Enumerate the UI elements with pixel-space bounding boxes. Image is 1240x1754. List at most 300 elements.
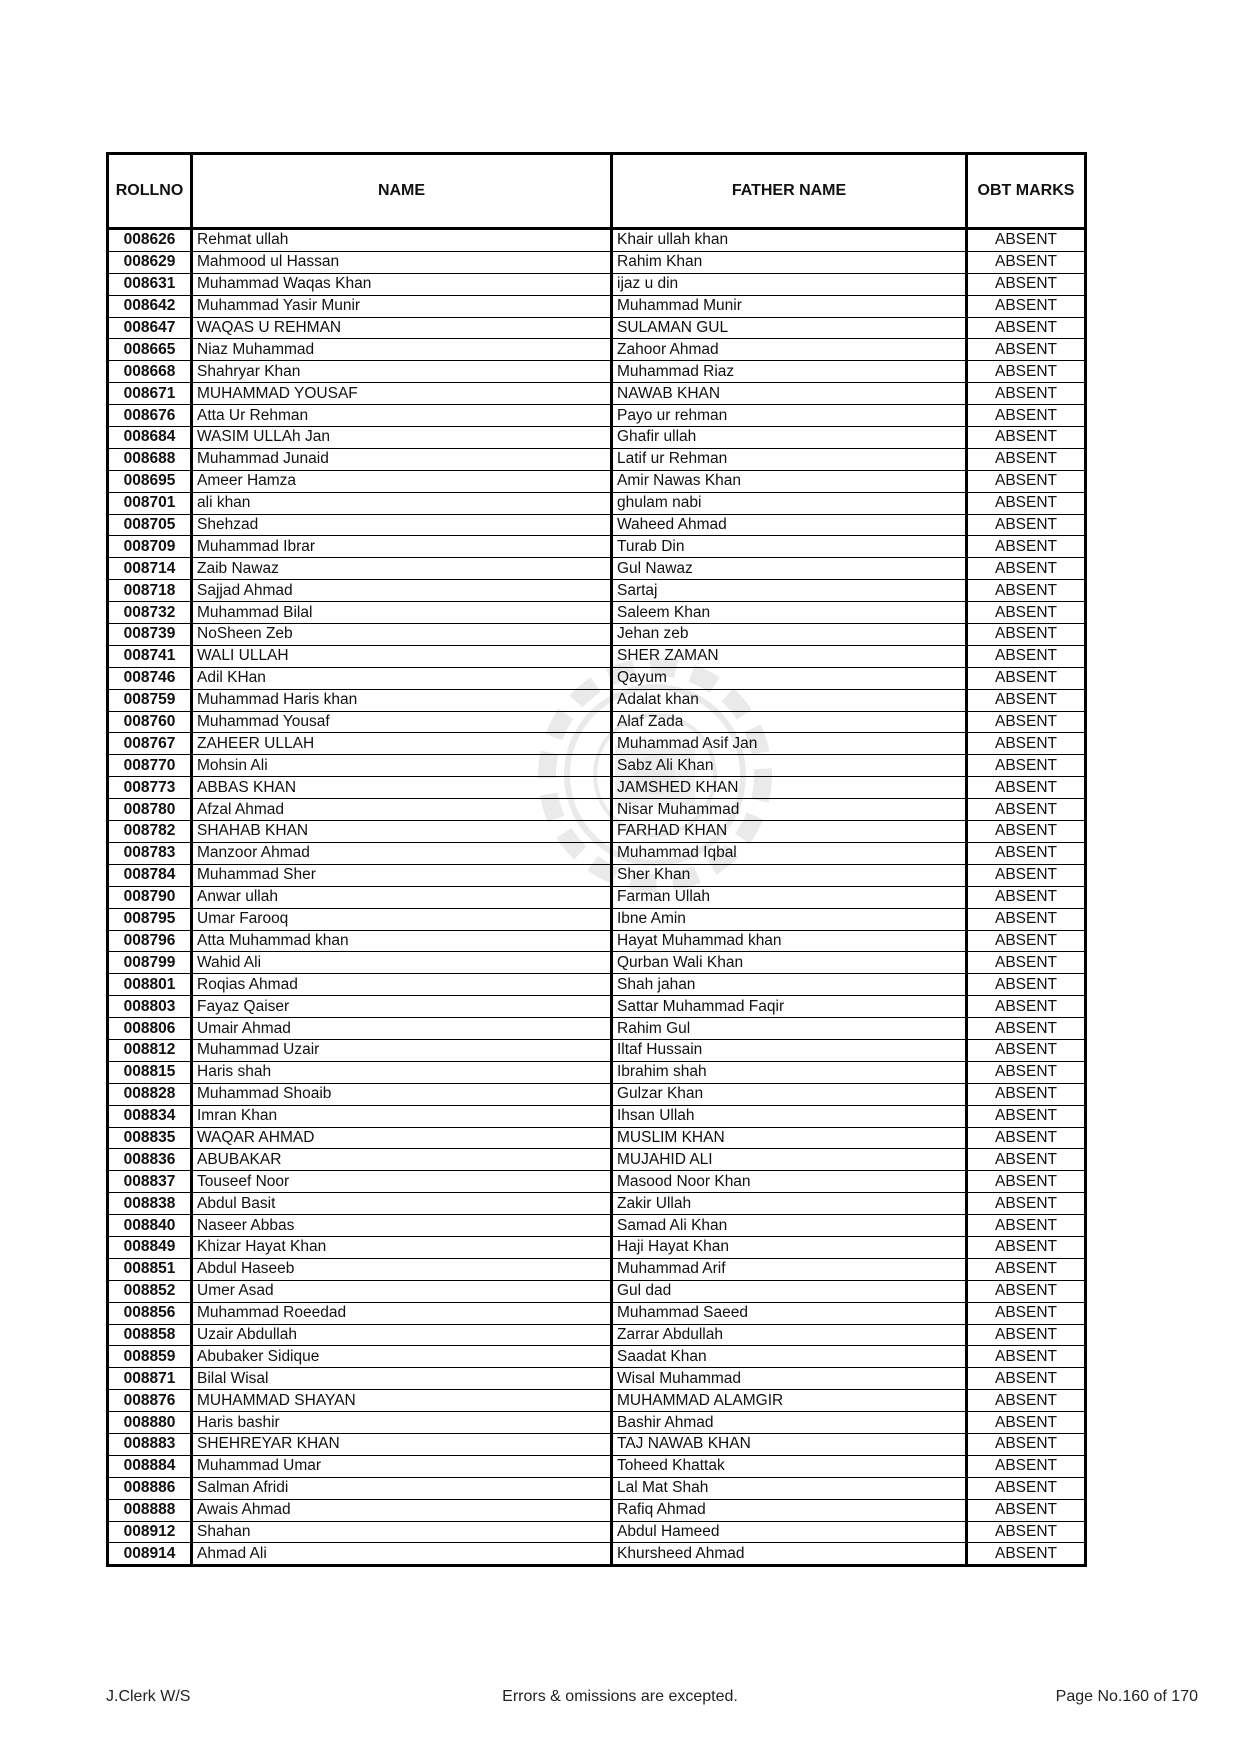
name-cell: SHEHREYAR KHAN (192, 1433, 612, 1455)
rollno-cell: 008856 (108, 1302, 192, 1324)
name-cell: ZAHEER ULLAH (192, 733, 612, 755)
table-row (108, 733, 1086, 755)
father-name-cell: Ihsan Ullah (612, 1105, 967, 1127)
father-name-cell: MUSLIM KHAN (612, 1127, 967, 1149)
table-row (108, 864, 1086, 886)
father-name-cell: Khair ullah khan (612, 229, 967, 252)
rollno-cell: 008709 (108, 536, 192, 558)
header-rollno: ROLLNO (108, 154, 192, 229)
obt-marks-cell: ABSENT (967, 1499, 1086, 1521)
table-row (108, 580, 1086, 602)
obt-marks-cell: ABSENT (967, 1433, 1086, 1455)
name-cell: MUHAMMAD SHAYAN (192, 1390, 612, 1412)
rollno-cell: 008782 (108, 821, 192, 843)
father-name-cell: Sattar Muhammad Faqir (612, 996, 967, 1018)
table-row (108, 1477, 1086, 1499)
obt-marks-cell: ABSENT (967, 1236, 1086, 1258)
table-row (108, 273, 1086, 295)
name-cell: ABUBAKAR (192, 1149, 612, 1171)
name-cell: Muhammad Junaid (192, 448, 612, 470)
table-row (108, 1455, 1086, 1477)
obt-marks-cell: ABSENT (967, 1455, 1086, 1477)
father-name-cell: Latif ur Rehman (612, 448, 967, 470)
obt-marks-cell: ABSENT (967, 799, 1086, 821)
table-row (108, 1433, 1086, 1455)
obt-marks-cell: ABSENT (967, 1477, 1086, 1499)
name-cell: Muhammad Umar (192, 1455, 612, 1477)
rollno-cell: 008671 (108, 383, 192, 405)
name-cell: Muhammad Waqas Khan (192, 273, 612, 295)
obt-marks-cell: ABSENT (967, 624, 1086, 646)
rollno-cell: 008806 (108, 1018, 192, 1040)
rollno-cell: 008858 (108, 1324, 192, 1346)
father-name-cell: Muhammad Saeed (612, 1302, 967, 1324)
name-cell: ABBAS KHAN (192, 777, 612, 799)
father-name-cell: Ibne Amin (612, 908, 967, 930)
table-row (108, 492, 1086, 514)
obt-marks-cell: ABSENT (967, 930, 1086, 952)
rollno-cell: 008796 (108, 930, 192, 952)
obt-marks-cell: ABSENT (967, 1368, 1086, 1390)
father-name-cell: Iltaf Hussain (612, 1039, 967, 1061)
obt-marks-cell: ABSENT (967, 1215, 1086, 1237)
obt-marks-cell: ABSENT (967, 295, 1086, 317)
rollno-cell: 008790 (108, 886, 192, 908)
name-cell: NoSheen Zeb (192, 624, 612, 646)
father-name-cell: Ghafir ullah (612, 427, 967, 449)
father-name-cell: JAMSHED KHAN (612, 777, 967, 799)
table-row (108, 1521, 1086, 1543)
obt-marks-cell: ABSENT (967, 580, 1086, 602)
rollno-cell: 008642 (108, 295, 192, 317)
father-name-cell: Nisar Muhammad (612, 799, 967, 821)
name-cell: Umar Farooq (192, 908, 612, 930)
obt-marks-cell: ABSENT (967, 470, 1086, 492)
table-row (108, 755, 1086, 777)
father-name-cell: Khursheed Ahmad (612, 1543, 967, 1566)
rollno-cell: 008828 (108, 1083, 192, 1105)
name-cell: Ameer Hamza (192, 470, 612, 492)
rollno-cell: 008732 (108, 602, 192, 624)
obt-marks-cell: ABSENT (967, 1105, 1086, 1127)
rollno-cell: 008684 (108, 427, 192, 449)
rollno-cell: 008714 (108, 558, 192, 580)
rollno-cell: 008759 (108, 689, 192, 711)
obt-marks-cell: ABSENT (967, 777, 1086, 799)
name-cell: Manzoor Ahmad (192, 842, 612, 864)
table-row (108, 339, 1086, 361)
father-name-cell: Qayum (612, 667, 967, 689)
obt-marks-cell: ABSENT (967, 1390, 1086, 1412)
obt-marks-cell: ABSENT (967, 1061, 1086, 1083)
father-name-cell: Samad Ali Khan (612, 1215, 967, 1237)
father-name-cell: ghulam nabi (612, 492, 967, 514)
name-cell: Salman Afridi (192, 1477, 612, 1499)
rollno-cell: 008880 (108, 1412, 192, 1434)
father-name-cell: Ibrahim shah (612, 1061, 967, 1083)
obt-marks-cell: ABSENT (967, 996, 1086, 1018)
rollno-cell: 008852 (108, 1280, 192, 1302)
rollno-cell: 008695 (108, 470, 192, 492)
father-name-cell: Muhammad Asif Jan (612, 733, 967, 755)
name-cell: Naseer Abbas (192, 1215, 612, 1237)
name-cell: Muhammad Sher (192, 864, 612, 886)
father-name-cell: Muhammad Riaz (612, 361, 967, 383)
name-cell: Abubaker Sidique (192, 1346, 612, 1368)
father-name-cell: Muhammad Munir (612, 295, 967, 317)
name-cell: WALI ULLAH (192, 645, 612, 667)
table-row (108, 470, 1086, 492)
name-cell: Uzair Abdullah (192, 1324, 612, 1346)
table-row (108, 667, 1086, 689)
obt-marks-cell: ABSENT (967, 1521, 1086, 1543)
rollno-cell: 008914 (108, 1543, 192, 1566)
table-row (108, 361, 1086, 383)
obt-marks-cell: ABSENT (967, 339, 1086, 361)
name-cell: Muhammad Shoaib (192, 1083, 612, 1105)
obt-marks-cell: ABSENT (967, 1302, 1086, 1324)
table-row (108, 251, 1086, 273)
table-row (108, 1127, 1086, 1149)
name-cell: MUHAMMAD YOUSAF (192, 383, 612, 405)
table-row (108, 908, 1086, 930)
name-cell: Muhammad Uzair (192, 1039, 612, 1061)
obt-marks-cell: ABSENT (967, 405, 1086, 427)
obt-marks-cell: ABSENT (967, 558, 1086, 580)
rollno-cell: 008886 (108, 1477, 192, 1499)
father-name-cell: Bashir Ahmad (612, 1412, 967, 1434)
name-cell: Khizar Hayat Khan (192, 1236, 612, 1258)
name-cell: Abdul Haseeb (192, 1258, 612, 1280)
table-row (108, 930, 1086, 952)
father-name-cell: SULAMAN GUL (612, 317, 967, 339)
obt-marks-cell: ABSENT (967, 492, 1086, 514)
name-cell: ali khan (192, 492, 612, 514)
rollno-cell: 008631 (108, 273, 192, 295)
father-name-cell: Masood Noor Khan (612, 1171, 967, 1193)
table-row (108, 1083, 1086, 1105)
name-cell: Muhammad Bilal (192, 602, 612, 624)
name-cell: Atta Muhammad khan (192, 930, 612, 952)
table-row (108, 1280, 1086, 1302)
obt-marks-cell: ABSENT (967, 645, 1086, 667)
table-row (108, 427, 1086, 449)
name-cell: Umair Ahmad (192, 1018, 612, 1040)
father-name-cell: Shah jahan (612, 974, 967, 996)
name-cell: Fayaz Qaiser (192, 996, 612, 1018)
name-cell: WASIM ULLAh Jan (192, 427, 612, 449)
rollno-cell: 008801 (108, 974, 192, 996)
table-row (108, 952, 1086, 974)
rollno-cell: 008773 (108, 777, 192, 799)
obt-marks-cell: ABSENT (967, 427, 1086, 449)
rollno-cell: 008851 (108, 1258, 192, 1280)
name-cell: Ahmad Ali (192, 1543, 612, 1566)
name-cell: Mohsin Ali (192, 755, 612, 777)
table-row (108, 229, 1086, 252)
footer-disclaimer: Errors & omissions are excepted. (502, 1688, 738, 1705)
obt-marks-cell: ABSENT (967, 1149, 1086, 1171)
table-row (108, 1302, 1086, 1324)
father-name-cell: Zahoor Ahmad (612, 339, 967, 361)
table-row (108, 558, 1086, 580)
table-row (108, 383, 1086, 405)
father-name-cell: TAJ NAWAB KHAN (612, 1433, 967, 1455)
father-name-cell: Sher Khan (612, 864, 967, 886)
name-cell: Abdul Basit (192, 1193, 612, 1215)
rollno-cell: 008676 (108, 405, 192, 427)
header-name: NAME (192, 154, 612, 229)
name-cell: Atta Ur Rehman (192, 405, 612, 427)
father-name-cell: Saadat Khan (612, 1346, 967, 1368)
table-row (108, 1149, 1086, 1171)
father-name-cell: Haji Hayat Khan (612, 1236, 967, 1258)
father-name-cell: Adalat khan (612, 689, 967, 711)
father-name-cell: Farman Ullah (612, 886, 967, 908)
father-name-cell: Abdul Hameed (612, 1521, 967, 1543)
name-cell: Bilal Wisal (192, 1368, 612, 1390)
table-row (108, 711, 1086, 733)
name-cell: WAQAR AHMAD (192, 1127, 612, 1149)
obt-marks-cell: ABSENT (967, 361, 1086, 383)
father-name-cell: SHER ZAMAN (612, 645, 967, 667)
obt-marks-cell: ABSENT (967, 1127, 1086, 1149)
father-name-cell: Muhammad Iqbal (612, 842, 967, 864)
rollno-cell: 008741 (108, 645, 192, 667)
table-body (108, 229, 1086, 1566)
table-row (108, 1499, 1086, 1521)
name-cell: Shehzad (192, 514, 612, 536)
father-name-cell: MUJAHID ALI (612, 1149, 967, 1171)
obt-marks-cell: ABSENT (967, 383, 1086, 405)
footer-page-number: Page No.160 of 170 (1055, 1688, 1198, 1705)
name-cell: Muhammad Roeedad (192, 1302, 612, 1324)
father-name-cell: Rafiq Ahmad (612, 1499, 967, 1521)
table-row (108, 996, 1086, 1018)
table-row (108, 1390, 1086, 1412)
rollno-cell: 008871 (108, 1368, 192, 1390)
rollno-cell: 008795 (108, 908, 192, 930)
rollno-cell: 008834 (108, 1105, 192, 1127)
rollno-cell: 008859 (108, 1346, 192, 1368)
rollno-cell: 008803 (108, 996, 192, 1018)
father-name-cell: Lal Mat Shah (612, 1477, 967, 1499)
obt-marks-cell: ABSENT (967, 908, 1086, 930)
name-cell: Muhammad Ibrar (192, 536, 612, 558)
name-cell: Muhammad Yasir Munir (192, 295, 612, 317)
table-row (108, 1368, 1086, 1390)
obt-marks-cell: ABSENT (967, 602, 1086, 624)
rollno-cell: 008849 (108, 1236, 192, 1258)
header-obt-marks: OBT MARKS (967, 154, 1086, 229)
rollno-cell: 008626 (108, 229, 192, 252)
table-row (108, 405, 1086, 427)
obt-marks-cell: ABSENT (967, 864, 1086, 886)
father-name-cell: Alaf Zada (612, 711, 967, 733)
obt-marks-cell: ABSENT (967, 842, 1086, 864)
name-cell: Muhammad Yousaf (192, 711, 612, 733)
name-cell: Rehmat ullah (192, 229, 612, 252)
obt-marks-cell: ABSENT (967, 1346, 1086, 1368)
name-cell: Umer Asad (192, 1280, 612, 1302)
name-cell: Afzal Ahmad (192, 799, 612, 821)
father-name-cell: Rahim Gul (612, 1018, 967, 1040)
table-row (108, 624, 1086, 646)
name-cell: Imran Khan (192, 1105, 612, 1127)
obt-marks-cell: ABSENT (967, 733, 1086, 755)
father-name-cell: Muhammad Arif (612, 1258, 967, 1280)
table-row (108, 689, 1086, 711)
rollno-cell: 008705 (108, 514, 192, 536)
father-name-cell: Payo ur rehman (612, 405, 967, 427)
rollno-cell: 008840 (108, 1215, 192, 1237)
name-cell: Shahryar Khan (192, 361, 612, 383)
obt-marks-cell: ABSENT (967, 1193, 1086, 1215)
rollno-cell: 008838 (108, 1193, 192, 1215)
rollno-cell: 008688 (108, 448, 192, 470)
father-name-cell: Saleem Khan (612, 602, 967, 624)
obt-marks-cell: ABSENT (967, 1083, 1086, 1105)
father-name-cell: Hayat Muhammad khan (612, 930, 967, 952)
name-cell: Mahmood ul Hassan (192, 251, 612, 273)
table-row (108, 1061, 1086, 1083)
name-cell: Sajjad Ahmad (192, 580, 612, 602)
obt-marks-cell: ABSENT (967, 689, 1086, 711)
rollno-cell: 008701 (108, 492, 192, 514)
table-row (108, 886, 1086, 908)
father-name-cell: FARHAD KHAN (612, 821, 967, 843)
rollno-cell: 008647 (108, 317, 192, 339)
father-name-cell: Zarrar Abdullah (612, 1324, 967, 1346)
rollno-cell: 008912 (108, 1521, 192, 1543)
rollno-cell: 008783 (108, 842, 192, 864)
obt-marks-cell: ABSENT (967, 273, 1086, 295)
rollno-cell: 008629 (108, 251, 192, 273)
obt-marks-cell: ABSENT (967, 821, 1086, 843)
rollno-cell: 008888 (108, 1499, 192, 1521)
father-name-cell: Rahim Khan (612, 251, 967, 273)
table-row (108, 317, 1086, 339)
rollno-cell: 008883 (108, 1433, 192, 1455)
name-cell: WAQAS U REHMAN (192, 317, 612, 339)
table-row (108, 1105, 1086, 1127)
rollno-cell: 008784 (108, 864, 192, 886)
obt-marks-cell: ABSENT (967, 1171, 1086, 1193)
obt-marks-cell: ABSENT (967, 514, 1086, 536)
father-name-cell: Amir Nawas Khan (612, 470, 967, 492)
rollno-cell: 008668 (108, 361, 192, 383)
name-cell: Haris bashir (192, 1412, 612, 1434)
table-row (108, 1236, 1086, 1258)
rollno-cell: 008836 (108, 1149, 192, 1171)
rollno-cell: 008884 (108, 1455, 192, 1477)
table-row (108, 1543, 1086, 1566)
results-table (106, 152, 1087, 1567)
father-name-cell: NAWAB KHAN (612, 383, 967, 405)
table-row (108, 1324, 1086, 1346)
table-row (108, 645, 1086, 667)
father-name-cell: Turab Din (612, 536, 967, 558)
rollno-cell: 008739 (108, 624, 192, 646)
obt-marks-cell: ABSENT (967, 1412, 1086, 1434)
obt-marks-cell: ABSENT (967, 317, 1086, 339)
father-name-cell: Jehan zeb (612, 624, 967, 646)
rollno-cell: 008812 (108, 1039, 192, 1061)
name-cell: Niaz Muhammad (192, 339, 612, 361)
table-row (108, 295, 1086, 317)
table-row (108, 821, 1086, 843)
name-cell: Wahid Ali (192, 952, 612, 974)
rollno-cell: 008770 (108, 755, 192, 777)
table-row (108, 842, 1086, 864)
table-row (108, 1039, 1086, 1061)
obt-marks-cell: ABSENT (967, 974, 1086, 996)
table-row (108, 1215, 1086, 1237)
rollno-cell: 008780 (108, 799, 192, 821)
table-row (108, 1346, 1086, 1368)
obt-marks-cell: ABSENT (967, 448, 1086, 470)
rollno-cell: 008835 (108, 1127, 192, 1149)
father-name-cell: Gul Nawaz (612, 558, 967, 580)
name-cell: Muhammad Haris khan (192, 689, 612, 711)
table-row (108, 448, 1086, 470)
obt-marks-cell: ABSENT (967, 251, 1086, 273)
table-row (108, 602, 1086, 624)
father-name-cell: Wisal Muhammad (612, 1368, 967, 1390)
father-name-cell: Gulzar Khan (612, 1083, 967, 1105)
rollno-cell: 008876 (108, 1390, 192, 1412)
father-name-cell: Gul dad (612, 1280, 967, 1302)
obt-marks-cell: ABSENT (967, 229, 1086, 252)
name-cell: Anwar ullah (192, 886, 612, 908)
name-cell: Shahan (192, 1521, 612, 1543)
father-name-cell: Sabz Ali Khan (612, 755, 967, 777)
table-row (108, 777, 1086, 799)
table-row (108, 1258, 1086, 1280)
rollno-cell: 008718 (108, 580, 192, 602)
header-father-name: FATHER NAME (612, 154, 967, 229)
father-name-cell: Zakir Ullah (612, 1193, 967, 1215)
obt-marks-cell: ABSENT (967, 711, 1086, 733)
obt-marks-cell: ABSENT (967, 1280, 1086, 1302)
name-cell: Haris shah (192, 1061, 612, 1083)
obt-marks-cell: ABSENT (967, 1543, 1086, 1566)
name-cell: Touseef Noor (192, 1171, 612, 1193)
table-header-row (108, 154, 1086, 229)
name-cell: Roqias Ahmad (192, 974, 612, 996)
obt-marks-cell: ABSENT (967, 1039, 1086, 1061)
table-row (108, 536, 1086, 558)
rollno-cell: 008746 (108, 667, 192, 689)
obt-marks-cell: ABSENT (967, 952, 1086, 974)
obt-marks-cell: ABSENT (967, 667, 1086, 689)
obt-marks-cell: ABSENT (967, 536, 1086, 558)
table-row (108, 1018, 1086, 1040)
father-name-cell: Sartaj (612, 580, 967, 602)
father-name-cell: ijaz u din (612, 273, 967, 295)
table-row (108, 1171, 1086, 1193)
rollno-cell: 008760 (108, 711, 192, 733)
obt-marks-cell: ABSENT (967, 755, 1086, 777)
father-name-cell: Qurban Wali Khan (612, 952, 967, 974)
obt-marks-cell: ABSENT (967, 1018, 1086, 1040)
footer-clerk-label: J.Clerk W/S (106, 1688, 191, 1705)
table-row (108, 1193, 1086, 1215)
father-name-cell: MUHAMMAD ALAMGIR (612, 1390, 967, 1412)
name-cell: Adil KHan (192, 667, 612, 689)
rollno-cell: 008767 (108, 733, 192, 755)
obt-marks-cell: ABSENT (967, 1258, 1086, 1280)
